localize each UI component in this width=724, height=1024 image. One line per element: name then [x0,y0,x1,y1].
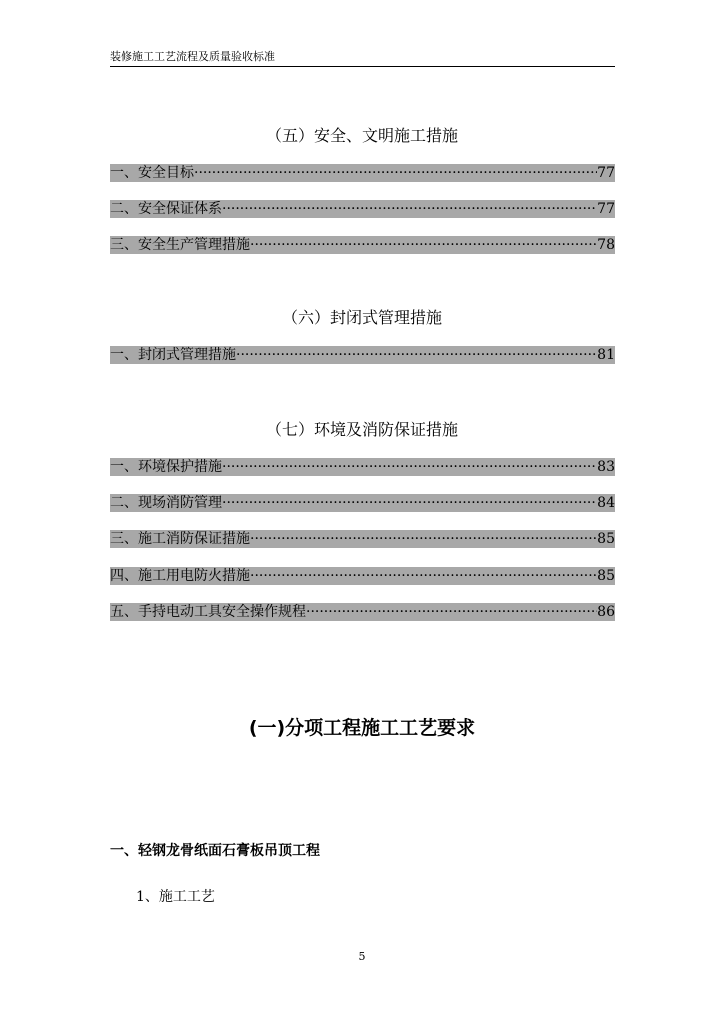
toc-leader-dots [236,346,597,364]
toc-entry-page: 77 [597,201,615,217]
page-number: 5 [358,950,366,963]
running-header [110,50,615,67]
toc-leader-dots [250,236,597,254]
toc-leader-dots [222,494,597,512]
toc-entry-page: 78 [597,237,615,253]
toc-entry-label: 一、封闭式管理措施 [110,347,236,363]
toc-entry-page: 77 [597,165,615,181]
paragraph: 1、施工工艺 [136,889,215,905]
toc-leader-dots [222,458,597,476]
toc-entry-label: 二、现场消防管理 [110,495,222,511]
toc-entry[interactable] [110,603,615,621]
toc-entry[interactable] [110,346,615,364]
toc-entry[interactable] [110,494,615,512]
toc-entry-page: 85 [597,531,615,547]
toc-entry-label: 二、安全保证体系 [110,201,222,217]
toc-entry[interactable] [110,164,615,182]
toc-entry-page: 84 [597,495,615,511]
toc-leader-dots [250,530,597,548]
toc-entry-page: 81 [597,347,615,363]
toc-entry-page: 83 [597,459,615,475]
toc-entry[interactable] [110,530,615,548]
section-title-7: （七）环境及消防保证措施 [265,420,458,439]
toc-entry-label: 五、手持电动工具安全操作规程 [110,604,306,620]
toc-entry-label: 四、施工用电防火措施 [110,568,250,584]
sub-heading: 一、轻钢龙骨纸面石膏板吊顶工程 [110,843,320,859]
toc-entry[interactable] [110,236,615,254]
main-heading: (一)分项工程施工工艺要求 [248,717,476,739]
toc-entry-page: 85 [597,568,615,584]
section-title-5: （五）安全、文明施工措施 [265,126,458,145]
toc-entry[interactable] [110,567,615,585]
section-title-6: （六）封闭式管理措施 [281,308,442,327]
toc-entry-label: 三、安全生产管理措施 [110,237,250,253]
toc-entry-page: 86 [597,604,615,620]
header-title: 装修施工工艺流程及质量验收标准 [110,50,275,63]
toc-leader-dots [222,200,597,218]
toc-entry[interactable] [110,200,615,218]
toc-entry-label: 一、安全目标 [110,165,194,181]
toc-entry[interactable] [110,458,615,476]
toc-entry-label: 一、环境保护措施 [110,459,222,475]
toc-leader-dots [194,164,597,182]
toc-entry-label: 三、施工消防保证措施 [110,531,250,547]
toc-leader-dots [306,603,597,621]
toc-leader-dots [250,567,597,585]
